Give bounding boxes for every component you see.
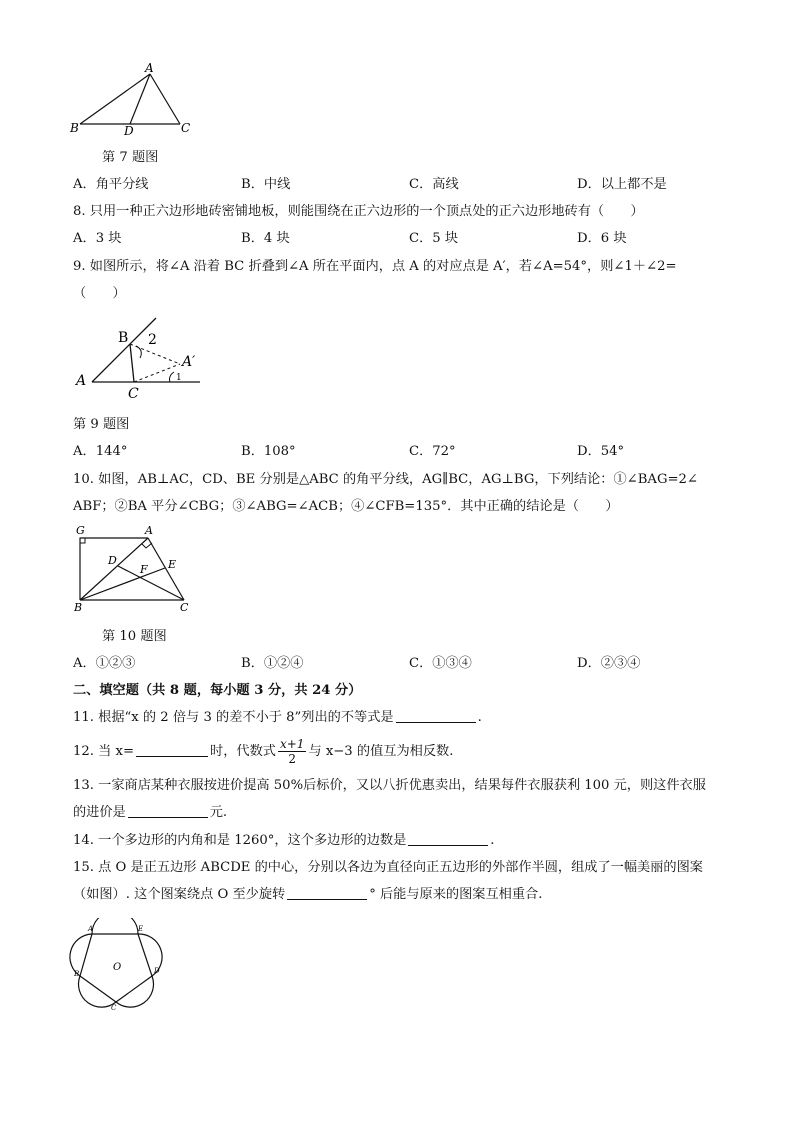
label-a: A <box>145 524 153 537</box>
label-d: D <box>124 124 134 138</box>
q12-text-middle: 时，代数式 <box>210 744 276 759</box>
label-two: 2 <box>148 332 157 348</box>
q15-line2 <box>73 886 542 904</box>
label-a-prime: A′ <box>182 354 196 370</box>
q8-option-a: A．3 块 <box>73 231 122 246</box>
answer-blank[interactable] <box>128 804 208 818</box>
q15-text: （如图）. 这个图案绕点 O 至少旋转 <box>73 887 286 902</box>
q15-end: ° 后能与原来的图案互相重合. <box>369 887 543 902</box>
label-b: B <box>118 330 129 346</box>
answer-blank[interactable] <box>287 886 367 900</box>
q9-option-c: C．72° <box>409 444 456 459</box>
q15-text-line1: 15. 点 O 是正五边形 ABCDE 的中心，分别以各边为直径向正五边形的外部作半圆，组成了一幅美丽的图案 <box>73 860 703 875</box>
q10-option-b: B．①②④ <box>241 656 304 671</box>
q13-text: 的进价是 <box>73 805 126 820</box>
q8-option-b: B．4 块 <box>241 231 290 246</box>
label-d: D <box>154 967 160 975</box>
label-b: B <box>74 601 83 614</box>
label-c: C <box>180 601 189 614</box>
q13-text-line1: 13. 一家商店某种衣服按进价提高 50%后标价，又以八折优惠卖出，结果每件衣服获利 100 元，则这件衣服 <box>73 778 706 793</box>
q7-option-b: B．中线 <box>241 177 291 192</box>
label-o: O <box>113 962 122 973</box>
q8-option-c: C．5 块 <box>409 231 459 246</box>
q12-text-end: 与 x−3 的值互为相反数. <box>308 744 454 759</box>
label-a: A <box>88 925 94 933</box>
q10-text-line2: ABF；②BA 平分∠CBG；③∠ABG=∠ACB；④∠CFB=135°．其中正确的结论是（ ） <box>73 499 619 514</box>
q14-end: . <box>490 833 495 848</box>
q9-text-line2: （ ） <box>73 286 126 301</box>
answer-blank[interactable] <box>396 709 476 723</box>
fraction-denominator: 2 <box>288 752 297 766</box>
figure-q9-fold <box>70 312 220 400</box>
q9-option-b: B．108° <box>241 444 296 459</box>
q8-text: 8. 只用一种正六边形地砖密铺地板，则能围绕在正六边形的一个顶点处的正六边形地砖有（ ） <box>73 204 644 219</box>
answer-blank[interactable] <box>408 832 488 846</box>
q11-text: 11. 根据“x 的 2 倍与 3 的差不小于 8”列出的不等式是 <box>73 710 394 725</box>
label-f: F <box>140 563 148 576</box>
section-title-fill-in: 二、填空题（共 8 题，每小题 3 分，共 24 分） <box>73 683 362 698</box>
figure-caption-q10: 第 10 题图 <box>102 629 167 644</box>
q9-option-d: D．54° <box>577 444 625 459</box>
q7-option-d: D．以上都不是 <box>577 177 667 192</box>
label-d: D <box>108 554 117 567</box>
q12 <box>73 736 453 768</box>
q14-text: 14. 一个多边形的内角和是 1260°，这个多边形的边数是 <box>73 833 407 848</box>
label-b: B <box>70 121 79 135</box>
label-g: G <box>76 524 85 537</box>
q9-text-line1: 9. 如图所示，将∠A 沿着 BC 折叠到∠A 所在平面内，点 A 的对应点是 A′，若∠A=54°，则∠1＋∠2= <box>73 259 677 274</box>
q14 <box>73 832 494 850</box>
label-one: 1 <box>176 373 182 383</box>
q7-option-a: A．角平分线 <box>73 177 149 192</box>
q13-line2 <box>73 804 227 822</box>
label-a: A <box>76 373 87 389</box>
fraction <box>278 737 306 766</box>
q8-option-d: D．6 块 <box>577 231 627 246</box>
label-c: C <box>128 386 139 400</box>
q10-option-a: A．①②③ <box>73 656 136 671</box>
label-a: A <box>145 62 154 75</box>
q10-option-d: D．②③④ <box>577 656 641 671</box>
label-c: C <box>111 1004 117 1012</box>
figure-caption-q7: 第 7 题图 <box>102 150 159 165</box>
q10-text-line1: 10. 如图，AB⊥AC，CD、BE 分别是△ABC 的角平分线，AG∥BC，AG⊥BG，下列结论：①∠BAG=2∠ <box>73 472 698 487</box>
figure-q7-triangle <box>68 62 198 138</box>
label-e: E <box>168 558 177 571</box>
q9-option-a: A．144° <box>73 444 128 459</box>
q7-option-c: C．高线 <box>409 177 459 192</box>
figure-caption-q9: 第 9 题图 <box>73 417 130 432</box>
q11-end: . <box>477 710 482 725</box>
figure-q15-pentagon-pattern <box>68 918 170 1012</box>
q13-end: 元. <box>209 805 228 820</box>
q11 <box>73 709 482 727</box>
answer-blank[interactable] <box>136 743 208 757</box>
fraction-numerator: x+1 <box>279 737 305 751</box>
q10-option-c: C．①③④ <box>409 656 472 671</box>
figure-q10-triangle <box>70 522 194 614</box>
label-c: C <box>181 121 191 135</box>
q12-text-start: 12. 当 x= <box>73 744 135 759</box>
label-b: B <box>74 970 80 978</box>
label-e: E <box>138 925 144 933</box>
